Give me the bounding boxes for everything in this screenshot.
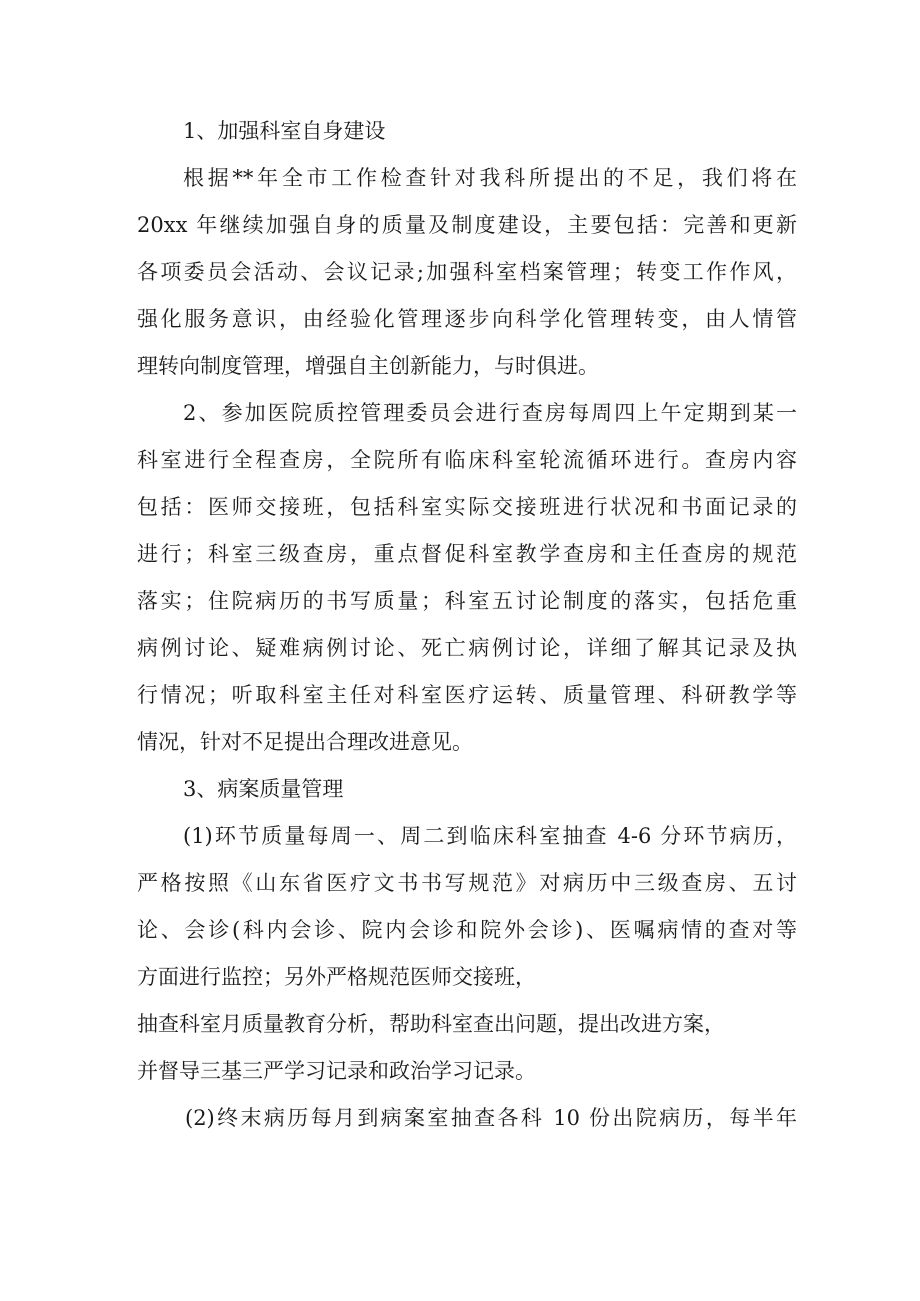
paragraph-line: 根据**年全市工作检查针对我科所提出的不足，我们将在 [183,166,797,190]
paragraph-line: 行情况；听取科室主任对科室医疗运转、质量管理、科研教学等 [137,683,797,707]
section-heading-2: 2、参加医院质控管理委员会进行查房每周四上午定期到某一 [183,401,797,425]
paragraph-line: 各项委员会活动、会议记录;加强科室档案管理；转变工作作风， [137,260,797,284]
section-heading-1: 1、加强科室自身建设 [183,119,386,143]
paragraph-line: 并督导三基三严学习记录和政治学习记录。 [137,1059,536,1083]
paragraph-line: 20xx 年继续加强自身的质量及制度建设，主要包括：完善和更新 [137,213,797,237]
paragraph-line: 落实；住院病历的书写质量；科室五讨论制度的落实，包括危重 [137,589,797,613]
document-body [137,108,797,1142]
paragraph-line: 抽查科室月质量教育分析，帮助科室查出问题，提出改进方案， [137,1012,725,1036]
paragraph-line: 进行；科室三级查房，重点督促科室教学查房和主任查房的规范 [137,542,797,566]
paragraph-line: 严格按照《山东省医疗文书书写规范》对病历中三级查房、五讨 [137,871,797,895]
subsection-2: (2)终末病历每月到病案室抽查各科 10 份出院病历，每半年 [185,1106,797,1130]
paragraph-line: 病例讨论、疑难病例讨论、死亡病例讨论，详细了解其记录及执 [137,636,797,660]
paragraph-line: 论、会诊(科内会诊、院内会诊和院外会诊)、医嘱病情的查对等 [137,918,797,942]
subsection-1: (1)环节质量每周一、周二到临床科室抽查 4-6 分环节病历， [183,824,797,848]
paragraph-line: 科室进行全程查房，全院所有临床科室轮流循环进行。查房内容 [137,448,797,472]
paragraph-line: 方面进行监控；另外严格规范医师交接班， [137,965,536,989]
paragraph-line: 包括：医师交接班，包括科室实际交接班进行状况和书面记录的 [137,495,797,519]
section-heading-3: 3、病案质量管理 [183,777,344,801]
paragraph-line: 理转向制度管理，增强自主创新能力，与时俱进。 [137,354,599,378]
paragraph-line: 情况，针对不足提出合理改进意见。 [137,730,473,754]
paragraph-line: 强化服务意识，由经验化管理逐步向科学化管理转变，由人情管 [137,307,797,331]
